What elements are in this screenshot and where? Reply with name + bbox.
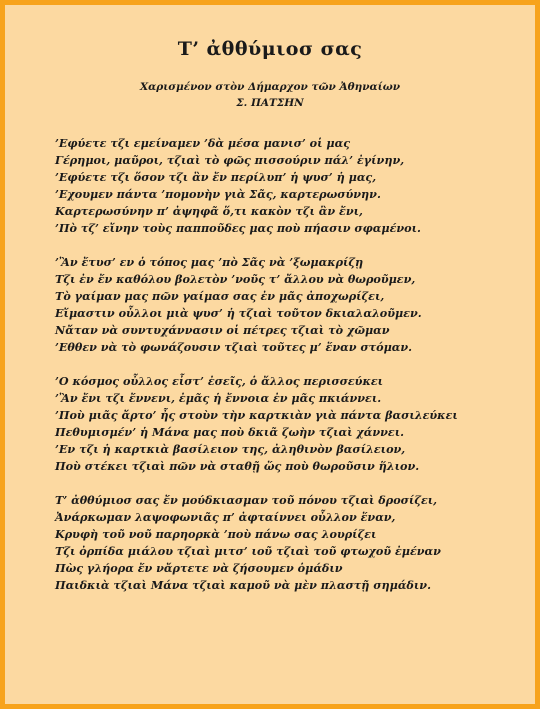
dedication xyxy=(5,79,535,111)
dedication-author: Σ. ΠΑΤΣΗΝ xyxy=(236,97,304,109)
dedication-line: Χαρισμένον στὸν Δήμαρχον τῶν Ἀθηναίων xyxy=(140,81,400,93)
poem-line: Καρτερωσύνην π’ ἀψηφᾶ ὅ,τι κακὸν τζι ἂν ἔνι, xyxy=(55,204,363,218)
poem-line: Εἴμαστιν οὖλλοι μιὰ ψυσ’ ἡ τζιαὶ τοῦτον δκιαλαλοῦμεν. xyxy=(55,306,422,320)
poem-line: Παιδκιὰ τζιαὶ Μάνα τζιαὶ καμοῦ νὰ μὲν πλαστῇ σημάδιν. xyxy=(55,578,431,592)
poem-title: Τ’ ἀθθύμιοσ σας xyxy=(177,38,363,60)
poem-line: ’Ἂν ἔνι τζι ἔννενι, ἐμᾶς ἡ ἔννοια ἐν μᾶς πκιάννει. xyxy=(55,391,382,405)
poem-line: Τζι ὀρπίδα μιάλου τζιαὶ μιτσ’ ιοῦ τζιαὶ τοῦ φτωχοῦ ἐμέναν xyxy=(55,544,441,558)
poem-body xyxy=(55,135,525,611)
poem-line: ’Πὸ τζ’ εἴνην τοὺς παπποῦδες μας ποὺ πήασιν σφαμένοι. xyxy=(55,221,421,235)
poem-line: ’Ποὺ μιᾶς ἄρτο’ ἦς στοὺν τὴν καρτκιὰν γιὰ πάντα βασιλεύκει xyxy=(55,408,458,422)
poem-line: ’Εν τζι ἡ καρτκιὰ βασίλειον της, ἀληθινὸν βασίλειον, xyxy=(55,442,406,456)
poem-line: Πεθυμισμέν’ ἡ Μάνα μας ποὺ δκιᾶ ζωὴν τζιαὶ χάννει. xyxy=(55,425,405,439)
poem-line: Γέρημοι, μαῦροι, τζιαὶ τὸ φῶς πισσούριν πάλ’ ἐγίνην, xyxy=(55,153,405,167)
poem-line: ’Ο κόσμος οὖλλος εἶστ’ ἐσεῖς, ὁ ἄλλος περισσεύκει xyxy=(55,374,384,388)
poem-line: ’Εχουμεν πάντα ’πομονὴν γιὰ Σᾶς, καρτερωσύνην. xyxy=(55,187,381,201)
poem-line: Κρυφὴ τοῦ νοῦ παρηορκὰ ’ποὺ πάνω σας λουρίζει xyxy=(55,527,377,541)
poem-line: Πὼς γλήορα ἔν νἄρτετε νὰ ζήσουμεν ὁμάδιν xyxy=(55,561,343,575)
poem-line: Τὸ γαίμαν μας πῶν γαίμασ σας ἐν μᾶς ἀποχωρίζει, xyxy=(55,289,385,303)
poem-line: Τ’ ἀθθύμιοσ σας ἔν μούδκιασμαν τοῦ πόνου τζιαὶ δροσίζει, xyxy=(55,493,438,507)
poem-line: ’Ἂν ἔτυσ’ εν ὁ τόπος μας ’πὸ Σᾶς νὰ ’ξωμακρίζῃ xyxy=(55,255,364,269)
stanza-4 xyxy=(55,492,525,594)
poem-line: Ἀνάρκωμαν λαψοφωνιᾶς π’ ἀφταίννει οὖλλον ἕναν, xyxy=(55,510,396,524)
poem-line: ’Εθθεν νὰ τὸ φωνάζουσιν τζιαὶ τοῦτες μ’ ἕναν στόμαν. xyxy=(55,340,413,354)
poem-line: Τζι ἐν ἔν καθόλου βολετὸν ’νοῦς τ’ ἄλλου νὰ θωροῦμεν, xyxy=(55,272,416,286)
poem-line: ’Εφύετε τζι ὅσον τζι ἂν ἔν περίλυπ’ ἡ ψυσ’ ἡ μας, xyxy=(55,170,377,184)
poem-line: Νἄταν νὰ συντυχάννασιν οἱ πέτρες τζιαὶ τὸ χῶμαν xyxy=(55,323,390,337)
stanza-3 xyxy=(55,373,525,475)
poem-line: Ποὺ στέκει τζιαὶ πῶν νὰ σταθῇ ὥς ποὺ θωροῦσιν ἥλιον. xyxy=(55,459,420,473)
stanza-2 xyxy=(55,254,525,356)
stanza-1 xyxy=(55,135,525,237)
poem-line: ’Εφύετε τζι εμείναμεν ’δὰ μέσα μανισ’ οἱ μας xyxy=(55,136,351,150)
